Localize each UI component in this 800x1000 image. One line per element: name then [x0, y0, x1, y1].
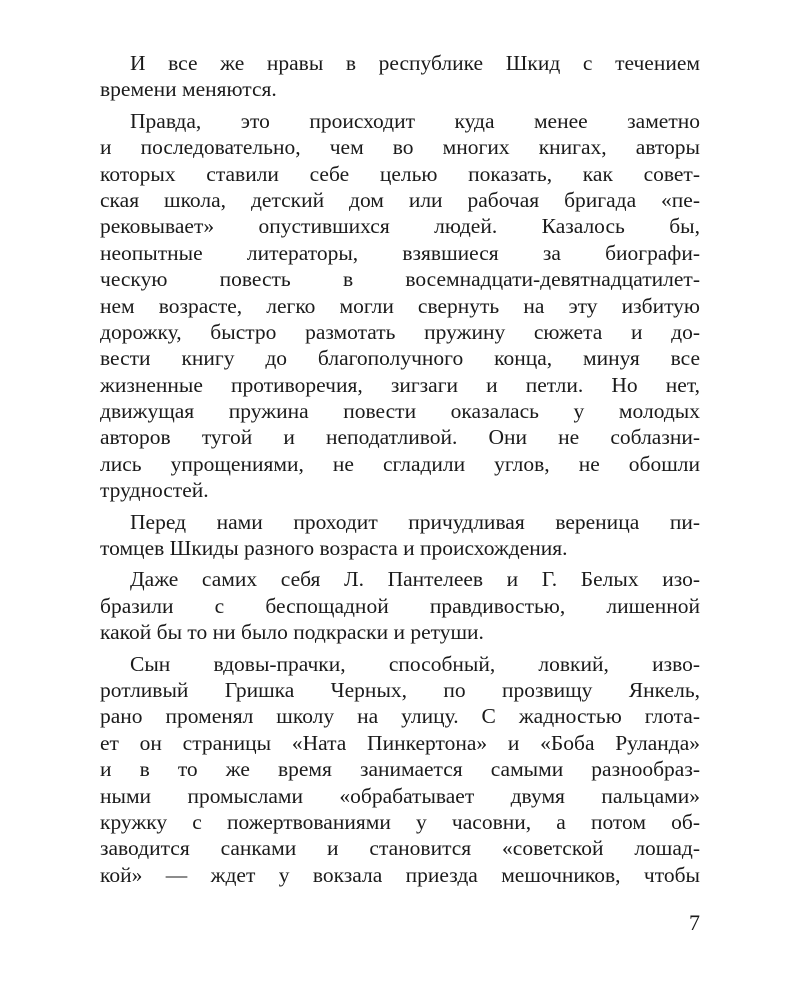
page-number: 7 — [689, 910, 700, 935]
text-line: дорожку, быстро размотать пружину сюжета и до- — [100, 319, 700, 344]
text-line: ская школа, детский дом или рабочая бригада «пе- — [100, 187, 700, 212]
text-line: Сын вдовы-прачки, способный, ловкий, изво- — [130, 651, 700, 676]
text-line: томцев Шкиды разного возраста и происхождения. — [100, 536, 568, 561]
text-line: ет он страницы «Ната Пинкертона» и «Боба Руланда» — [100, 730, 700, 755]
paragraph — [100, 108, 700, 504]
text-line: нем возрасте, легко могли свернуть на эту избитую — [100, 293, 700, 318]
text-line: ротливый Гришка Черных, по прозвищу Янкель, — [100, 677, 700, 702]
text-line: и в то же время занимается самыми разнообраз- — [100, 757, 700, 782]
text-line: Перед нами проходит причудливая вереница пи- — [130, 509, 700, 534]
text-line: Даже самих себя Л. Пантелеев и Г. Белых изо- — [130, 567, 700, 592]
text-line: вести книгу до благополучного конца, минуя все — [100, 346, 700, 371]
text-line: трудностей. — [100, 478, 209, 503]
text-line: авторов тугой и неподатливой. Они не соблазни- — [100, 425, 700, 450]
text-line: какой бы то ни было подкраски и ретуши. — [100, 620, 484, 645]
text-line: которых ставили себе целью показать, как совет- — [100, 161, 700, 186]
text-line: бразили с беспощадной правдивостью, лишенной — [100, 593, 700, 618]
text-line: кой» — ждет у вокзала приезда мешочников, чтобы — [100, 862, 700, 887]
text-line: и последовательно, чем во многих книгах, авторы — [100, 135, 700, 160]
paragraph — [100, 651, 700, 889]
text-line: И все же нравы в республике Шкид с течением — [130, 51, 700, 75]
paragraph — [100, 509, 700, 562]
text-line: рано променял школу на улицу. С жадностью глота- — [100, 704, 700, 729]
text-line: ными промыслами «обрабатывает двумя пальцами» — [100, 783, 700, 808]
text-line: рековывает» опустившихся людей. Казалось бы, — [100, 214, 700, 239]
text-line: движущая пружина повести оказалась у молодых — [100, 399, 700, 424]
paragraph — [100, 566, 700, 645]
paragraph — [100, 50, 700, 103]
text-line: времени меняются. — [100, 77, 277, 102]
text-line: жизненные противоречия, зигзаги и петли. Но нет, — [100, 372, 700, 397]
text-line: лись упрощениями, не сгладили углов, не обошли — [100, 451, 700, 476]
text-line: заводится санками и становится «советской лошад- — [100, 836, 700, 861]
text-line: Правда, это происходит куда менее заметно — [130, 108, 700, 133]
text-line: неопытные литераторы, взявшиеся за биографи- — [100, 240, 700, 265]
text-line: кружку с пожертвованиями у часовни, а потом об- — [100, 809, 700, 834]
text-line: ческую повесть в восемнадцати-девятнадцатилет- — [100, 267, 700, 292]
body-text — [100, 50, 700, 888]
